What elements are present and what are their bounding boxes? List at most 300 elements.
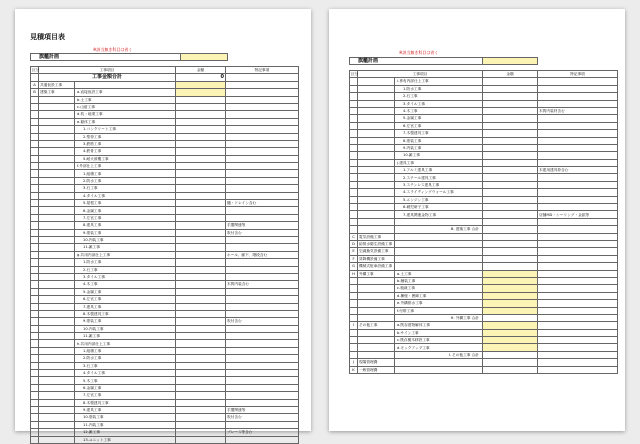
row-amount [483, 137, 538, 144]
row-amount [483, 322, 538, 329]
row-remarks [226, 148, 299, 155]
row-amount [176, 399, 226, 406]
row-category [39, 347, 75, 354]
row-category: 機械式駐車設備工事 [358, 263, 395, 270]
row-category [39, 325, 75, 332]
row-remarks [538, 152, 618, 159]
row-remarks [226, 155, 299, 162]
table-row [350, 218, 618, 225]
row-amount [176, 177, 226, 184]
row-item: d.モックアップ工事 [395, 344, 483, 351]
table-header [350, 71, 618, 78]
row-kubun: F [350, 255, 358, 262]
row-remarks [226, 266, 299, 273]
row-category [39, 296, 75, 303]
row-category [39, 288, 75, 295]
row-category [39, 244, 75, 251]
table-row [31, 207, 299, 214]
row-amount [176, 222, 226, 229]
row-item: a.直接仮設工事 [75, 89, 176, 96]
row-kubun [31, 281, 39, 288]
row-category [358, 300, 395, 307]
row-remarks: 木建用建具枠含む [538, 167, 618, 174]
row-amount [176, 111, 226, 118]
row-item: 4.タイル工事 [75, 370, 176, 377]
row-remarks: 吹付含む [226, 414, 299, 421]
row-category [39, 421, 75, 428]
row-kubun: B [31, 89, 39, 96]
row-category [39, 436, 75, 443]
row-amount [176, 192, 226, 199]
row-item: 8.塗装工事 [395, 137, 483, 144]
row-item: b.サイン工事 [395, 329, 483, 336]
row-item: 9.塗装工事 [75, 318, 176, 325]
row-remarks: 吹付含む [226, 229, 299, 236]
table-row [350, 351, 618, 358]
row-item [75, 81, 176, 88]
row-category [358, 159, 395, 166]
row-kubun [31, 266, 39, 273]
row-kubun [31, 370, 39, 377]
table-row [31, 355, 299, 362]
row-kubun [350, 277, 358, 284]
row-remarks [226, 163, 299, 170]
row-remarks [538, 351, 618, 358]
row-kubun [350, 144, 358, 151]
row-kubun [31, 318, 39, 325]
row-category [358, 115, 395, 122]
row-item: g.共用内部仕上工事 [75, 251, 176, 258]
row-kubun [31, 288, 39, 295]
note-text: ※該当無き科目は省く [399, 50, 439, 55]
row-remarks [226, 384, 299, 391]
table-row [350, 167, 618, 174]
row-amount [176, 414, 226, 421]
row-remarks [226, 96, 299, 103]
row-remarks [226, 185, 299, 192]
row-kubun [31, 392, 39, 399]
table-row [31, 222, 299, 229]
row-item [395, 233, 483, 240]
row-remarks [226, 273, 299, 280]
row-category [358, 100, 395, 107]
project-name-highlight [181, 54, 228, 61]
row-item: a.既存建物解体工事 [395, 322, 483, 329]
row-amount [483, 196, 538, 203]
row-item: e.躯体工事 [75, 118, 176, 125]
row-amount [176, 347, 226, 354]
row-category [39, 229, 75, 236]
row-item: 4.木工事 [395, 107, 483, 114]
row-category [358, 174, 395, 181]
table-row [350, 248, 618, 255]
row-kubun [31, 140, 39, 147]
row-amount [483, 300, 538, 307]
row-kubun [350, 337, 358, 344]
row-amount [483, 78, 538, 85]
row-item: i.専有内部仕上工事 [395, 78, 483, 85]
row-remarks [538, 329, 618, 336]
row-item [395, 218, 483, 225]
project-name-table [349, 57, 618, 65]
table-row [31, 214, 299, 221]
row-kubun [350, 137, 358, 144]
row-item: 9.塗装工事 [75, 229, 176, 236]
row-item: 10.塗装工事 [75, 414, 176, 421]
row-remarks [538, 300, 618, 307]
row-amount [176, 392, 226, 399]
row-item: 5.金属工事 [395, 115, 483, 122]
row-kubun [350, 307, 358, 314]
row-category: 電気設備工事 [358, 233, 395, 240]
row-item: 10.内装工事 [75, 325, 176, 332]
table-row [350, 159, 618, 166]
row-item: 6.左官工事 [395, 122, 483, 129]
header-item: 工事項目 [39, 67, 176, 74]
row-category [39, 399, 75, 406]
table-row [31, 266, 299, 273]
row-kubun [31, 421, 39, 428]
table-row [31, 89, 299, 96]
note-text: ※該当無き科目は省く [93, 47, 133, 52]
row-item [395, 359, 483, 366]
row-remarks [538, 100, 618, 107]
row-remarks [538, 85, 618, 92]
row-item: 6.硝児研子工事 [395, 204, 483, 211]
table-row [350, 300, 618, 307]
row-category [39, 429, 75, 436]
table-row [31, 333, 299, 340]
table-row [350, 93, 618, 100]
table-row [31, 421, 299, 428]
row-remarks [226, 207, 299, 214]
row-amount [176, 273, 226, 280]
table-row [31, 81, 299, 88]
row-category [39, 362, 75, 369]
row-remarks [538, 233, 618, 240]
row-amount [176, 185, 226, 192]
estimate-table-page-1 [30, 66, 299, 444]
row-kubun [350, 100, 358, 107]
row-amount [483, 167, 538, 174]
row-remarks [226, 236, 299, 243]
row-item: 3.タイル工事 [75, 273, 176, 280]
row-kubun: I [350, 322, 358, 329]
row-kubun [350, 218, 358, 225]
row-category [39, 96, 75, 103]
row-amount [176, 229, 226, 236]
table-row [31, 370, 299, 377]
header-kubun: 区分 [351, 72, 359, 77]
row-item: 8.木製建具工事 [75, 399, 176, 406]
table-row [31, 281, 299, 288]
table-row [350, 115, 618, 122]
row-amount [176, 236, 226, 243]
row-amount [483, 226, 538, 233]
row-kubun [31, 111, 39, 118]
row-category [358, 329, 395, 336]
row-remarks [226, 355, 299, 362]
row-category [358, 137, 395, 144]
row-amount [176, 288, 226, 295]
row-remarks [538, 189, 618, 196]
row-amount [176, 259, 226, 266]
table-row [350, 366, 618, 373]
row-kubun [31, 325, 39, 332]
row-item: 2.防水工事 [75, 177, 176, 184]
row-kubun [350, 167, 358, 174]
row-amount [483, 263, 538, 270]
row-amount [176, 89, 226, 96]
table-row [31, 406, 299, 413]
row-remarks [226, 103, 299, 110]
row-item: 6.金属工事 [75, 207, 176, 214]
row-remarks [538, 344, 618, 351]
table-row [31, 126, 299, 133]
row-item: 4.鉄骨工事 [75, 148, 176, 155]
row-category [39, 177, 75, 184]
row-category [358, 78, 395, 85]
row-category [39, 222, 75, 229]
row-amount [483, 359, 538, 366]
row-amount [176, 421, 226, 428]
row-amount [483, 366, 538, 373]
row-kubun [350, 93, 358, 100]
row-item: 4.タイル工事 [75, 192, 176, 199]
row-item: 7.建具工事 [75, 303, 176, 310]
row-remarks [538, 248, 618, 255]
row-remarks [538, 130, 618, 137]
row-remarks [538, 122, 618, 129]
row-item: b.土工事 [75, 96, 176, 103]
row-category: 建築工事 [39, 89, 75, 96]
row-item: 7.左官工事 [75, 214, 176, 221]
row-category [39, 251, 75, 258]
table-row [31, 340, 299, 347]
row-kubun [350, 292, 358, 299]
row-category: その他工事 [358, 322, 395, 329]
row-item: 3.タイル工事 [395, 100, 483, 107]
row-amount [483, 204, 538, 211]
row-category: 現場管理費 [358, 359, 395, 366]
row-remarks: ホール、廊下、階段含む [226, 251, 299, 258]
row-kubun [31, 355, 39, 362]
table-row [350, 307, 618, 314]
row-category [39, 310, 75, 317]
row-kubun [31, 436, 39, 443]
row-category [39, 266, 75, 273]
project-name: 旗艦計画 [31, 54, 181, 61]
row-kubun [31, 103, 39, 110]
row-amount [483, 211, 538, 218]
row-category [39, 192, 75, 199]
row-category [358, 285, 395, 292]
row-item: 6.左官工事 [75, 296, 176, 303]
row-kubun [350, 78, 358, 85]
row-amount [176, 126, 226, 133]
row-item: 3.石工事 [75, 362, 176, 369]
row-kubun [31, 96, 39, 103]
row-amount [176, 251, 226, 258]
row-item: 11.雑工事 [75, 244, 176, 251]
table-row [31, 103, 299, 110]
row-item: 1.組積工事 [75, 170, 176, 177]
row-category [358, 167, 395, 174]
row-remarks: 木質内装含む [226, 281, 299, 288]
row-item: d.杭・地業工事 [75, 111, 176, 118]
header-amount: 金額 [176, 67, 226, 74]
table-row [31, 377, 299, 384]
row-item: 7.建具関連金物工事 [395, 211, 483, 218]
table-row [31, 259, 299, 266]
row-amount [483, 152, 538, 159]
project-name: 旗艦計画 [350, 58, 483, 65]
project-name-table [30, 53, 299, 61]
row-kubun [31, 273, 39, 280]
table-row [350, 204, 618, 211]
table-row [31, 96, 299, 103]
row-category [358, 277, 395, 284]
row-kubun [31, 229, 39, 236]
row-category [39, 214, 75, 221]
row-item: B. 建築工事 合計 [395, 226, 483, 233]
row-kubun [31, 296, 39, 303]
row-remarks [226, 370, 299, 377]
row-remarks [538, 159, 618, 166]
row-item: 5.金属工事 [75, 288, 176, 295]
row-amount [483, 233, 538, 240]
row-kubun [31, 347, 39, 354]
row-remarks [226, 126, 299, 133]
project-name-highlight [483, 58, 538, 65]
row-item: 10.内装工事 [75, 236, 176, 243]
table-row [350, 152, 618, 159]
row-amount [483, 122, 538, 129]
row-category [358, 211, 395, 218]
header-kubun: 区分 [32, 68, 40, 73]
row-remarks [538, 115, 618, 122]
row-item: 4.木工事 [75, 281, 176, 288]
row-item: 3.鉄筋工事 [75, 140, 176, 147]
row-remarks [226, 133, 299, 140]
row-remarks [226, 362, 299, 369]
row-amount [483, 351, 538, 358]
row-item: 2.石工事 [395, 93, 483, 100]
row-amount [176, 96, 226, 103]
table-row [350, 277, 618, 284]
row-kubun [350, 329, 358, 336]
row-remarks [226, 118, 299, 125]
table-row [350, 78, 618, 85]
row-kubun [350, 211, 358, 218]
row-kubun [31, 362, 39, 369]
row-item: 11.雑工事 [75, 333, 176, 340]
row-remarks [538, 263, 618, 270]
row-category: 共通仮設工事 [39, 81, 75, 88]
row-kubun: J [350, 359, 358, 366]
header-amount: 金額 [483, 71, 538, 78]
row-amount [483, 285, 538, 292]
row-remarks [226, 325, 299, 332]
table-row [350, 100, 618, 107]
row-remarks [226, 244, 299, 251]
row-kubun [350, 107, 358, 114]
table-row [31, 429, 299, 436]
row-kubun [350, 115, 358, 122]
row-kubun [350, 196, 358, 203]
row-item: c.植栽工事 [395, 285, 483, 292]
total-label: 工事金額合計 [39, 74, 176, 81]
row-amount [176, 266, 226, 273]
row-item: 1.防水工事 [75, 259, 176, 266]
row-kubun [31, 170, 39, 177]
row-kubun: D [350, 240, 358, 247]
row-remarks [538, 204, 618, 211]
row-remarks [538, 270, 618, 277]
row-amount [483, 240, 538, 247]
row-item: 1.コンクリート工事 [75, 126, 176, 133]
row-category [39, 236, 75, 243]
row-category [358, 144, 395, 151]
row-item: 3.石工事 [75, 185, 176, 192]
row-category: 外構工事 [358, 270, 395, 277]
table-row [31, 163, 299, 170]
row-item: 2.スチール建具工事 [395, 174, 483, 181]
row-amount [176, 355, 226, 362]
row-amount [176, 103, 226, 110]
row-amount [483, 85, 538, 92]
row-kubun [350, 130, 358, 137]
row-kubun [350, 189, 358, 196]
row-amount [483, 292, 538, 299]
row-amount [176, 140, 226, 147]
row-kubun [31, 251, 39, 258]
row-remarks [226, 89, 299, 96]
row-remarks: 樋・ドレイン含む [226, 200, 299, 207]
table-row [350, 292, 618, 299]
row-remarks [226, 310, 299, 317]
row-amount [176, 163, 226, 170]
row-item: 5.エンジン工事 [395, 196, 483, 203]
row-category [39, 370, 75, 377]
row-category [39, 384, 75, 391]
document-page-2 [329, 9, 625, 431]
row-amount [176, 133, 226, 140]
row-amount [176, 310, 226, 317]
table-row [31, 177, 299, 184]
row-item: b.舗装工事 [395, 277, 483, 284]
table-header [31, 67, 299, 74]
row-category [39, 303, 75, 310]
row-remarks [226, 421, 299, 428]
table-row [350, 122, 618, 129]
row-item: 5.屋根工事 [75, 200, 176, 207]
row-kubun [31, 406, 39, 413]
document-title: 見積項目表 [30, 33, 65, 41]
row-amount [483, 344, 538, 351]
row-item: f.付帯工事 [395, 307, 483, 314]
row-remarks [226, 170, 299, 177]
row-amount [483, 307, 538, 314]
row-remarks [538, 196, 618, 203]
row-amount [176, 170, 226, 177]
row-category [358, 337, 395, 344]
row-item: 12.雑工事 [75, 429, 176, 436]
row-item [395, 240, 483, 247]
row-category [39, 318, 75, 325]
row-amount [176, 318, 226, 325]
table-row [350, 270, 618, 277]
